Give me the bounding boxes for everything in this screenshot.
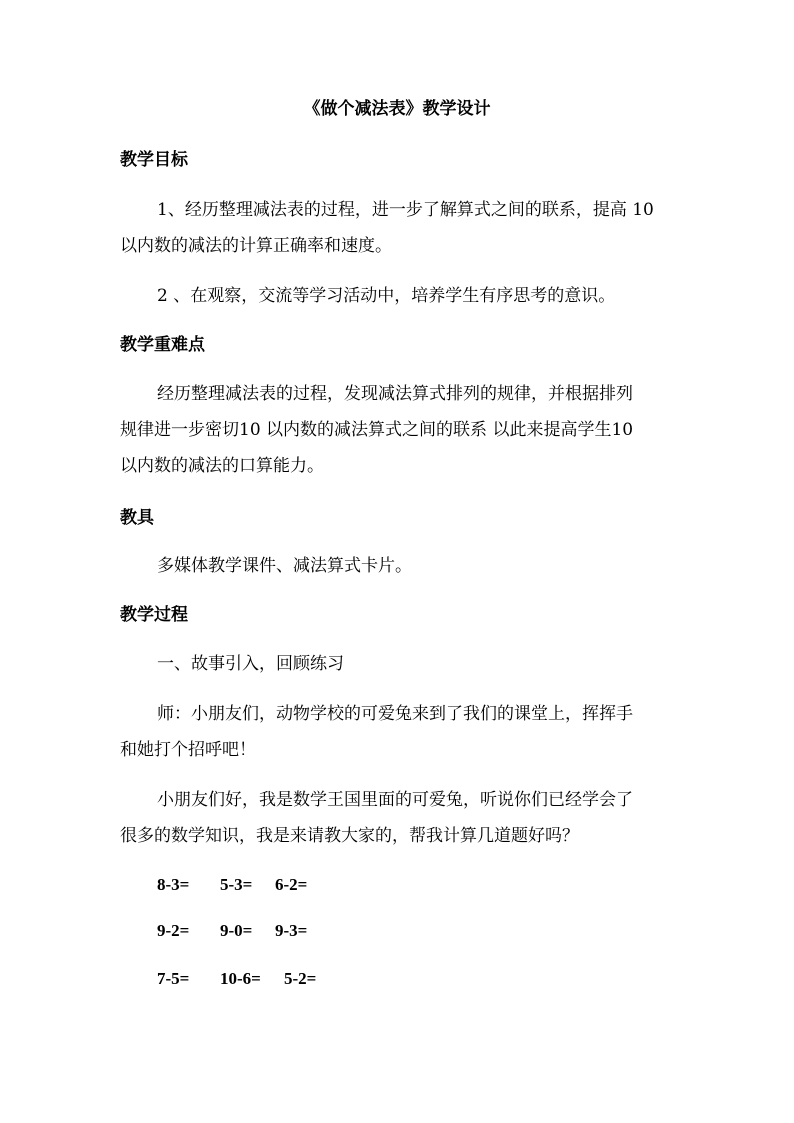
process-step-1: 一、故事引入，回顾练习 [157,654,344,674]
problem-3-2: 10-6= [220,969,261,988]
section-heading-goals: 教学目标 [120,150,188,170]
problem-2-2: 9-0= [220,921,253,940]
rabbit-line-2: 很多的数学知识，我是来请教大家的，帮我计算几道题好吗？ [120,826,579,846]
key-points-line-1: 经历整理减法表的过程，发现减法算式排列的规律，并根据排列 [157,384,633,404]
key-points-line-2: 规律进一步密切10 以内数的减法算式之间的联系 以此来提高学生10 [120,420,634,440]
goal-item-1-line-1: 1、经历整理减法表的过程，进一步了解算式之间的联系，提高 10 [157,200,654,220]
rabbit-line-1: 小朋友们好，我是数学王国里面的可爱兔，听说你们已经学会了 [157,790,633,810]
problem-2-3: 9-3= [275,921,308,940]
document-title: 《做个减法表》教学设计 [303,99,491,119]
section-heading-key-points: 教学重难点 [120,335,205,355]
problem-1-3: 6-2= [275,875,308,894]
teacher-line-1: 师：小朋友们，动物学校的可爱兔来到了我们的课堂上，挥挥手 [157,704,633,724]
section-heading-process: 教学过程 [120,605,188,625]
key-points-line-3: 以内数的减法的口算能力。 [120,456,324,476]
section-heading-tools: 教具 [120,508,154,528]
problem-1-1: 8-3= [157,875,190,894]
goal-item-2: 2 、在观察，交流等学习活动中，培养学生有序思考的意识。 [157,286,616,306]
problem-3-3: 5-2= [284,969,317,988]
problem-2-1: 9-2= [157,921,190,940]
problem-3-1: 7-5= [157,969,190,988]
tools-line-1: 多媒体教学课件、减法算式卡片。 [157,556,412,576]
teacher-line-2: 和她打个招呼吧！ [120,740,256,760]
problem-1-2: 5-3= [220,875,253,894]
goal-item-1-line-2: 以内数的减法的计算正确率和速度。 [120,236,392,256]
